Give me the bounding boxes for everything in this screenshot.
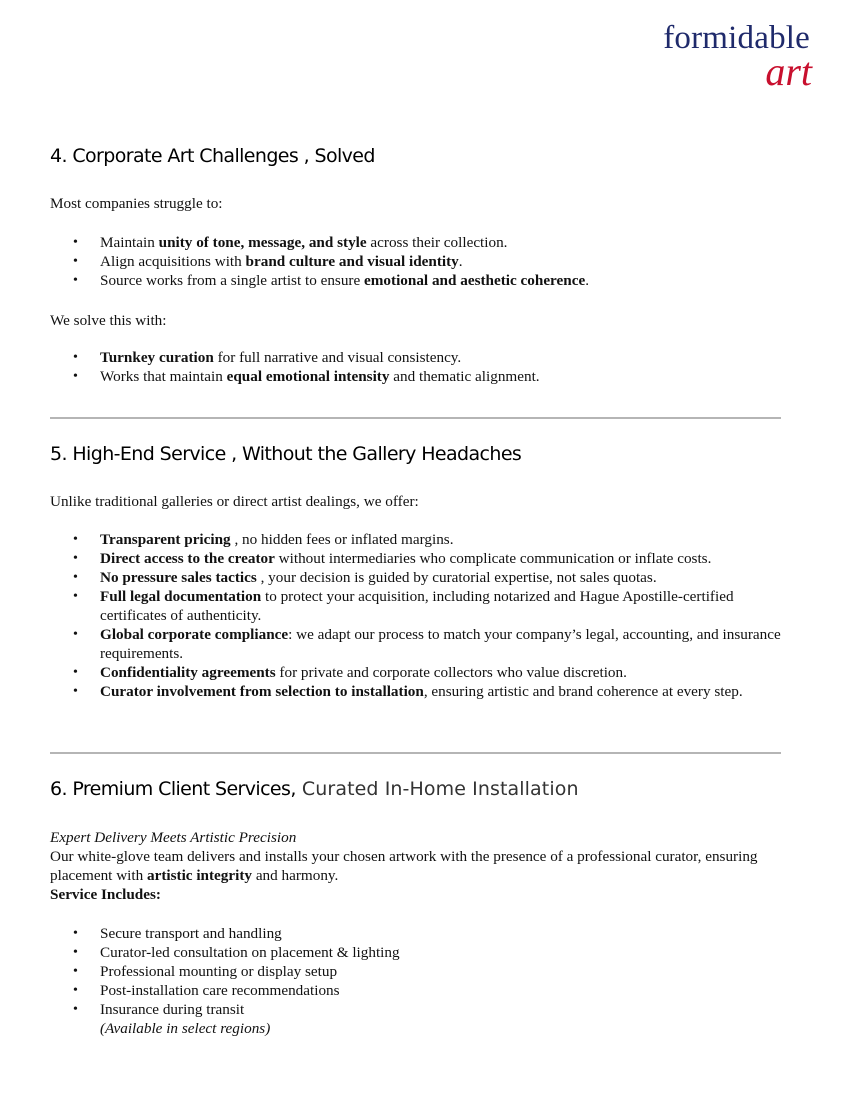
section-4-intro: Most companies struggle to:	[50, 195, 223, 212]
item-text: Source works from a single artist to ensure	[100, 272, 365, 289]
list-item	[50, 587, 790, 625]
item-text: and thematic alignment.	[389, 368, 540, 385]
item-emphasis: Global corporate compliance	[100, 626, 289, 643]
paragraph-start: Our white-glove team delivers and installs your chosen artwork with the presence of a professional curator, ensuring placement with	[50, 848, 758, 884]
item-emphasis: unity of tone, message, and style	[158, 234, 367, 251]
section-6-heading	[50, 778, 579, 800]
section-4-challenges-list	[50, 233, 790, 290]
section-6-heading-bold: 6. Premium Client Services,	[50, 778, 296, 800]
item-text: Post-installation care recommendations	[100, 982, 340, 999]
list-item	[50, 625, 790, 663]
list-item	[50, 682, 790, 701]
item-text: , ensuring artistic and brand coherence at every step.	[423, 683, 743, 700]
item-text: , your decision is guided by curatorial expertise, not sales quotas.	[256, 569, 657, 586]
item-emphasis: No pressure sales tactics	[100, 569, 257, 586]
list-item	[50, 233, 790, 252]
availability-note: (Available in select regions)	[100, 1020, 271, 1037]
section-5-offer-list	[50, 530, 790, 701]
item-text: .	[458, 253, 463, 270]
item-text: Works that maintain	[100, 368, 227, 385]
item-text: Secure transport and handling	[100, 925, 282, 942]
section-4-solutions-list	[50, 348, 790, 386]
section-4-solution-intro: We solve this with:	[50, 312, 167, 329]
section-5-heading: 5. High-End Service , Without the Gallery Headaches	[50, 443, 522, 465]
list-item	[50, 271, 790, 290]
item-text: Insurance during transit	[100, 1001, 245, 1018]
service-includes-label: Service Includes:	[50, 886, 161, 903]
section-6-tagline	[50, 828, 790, 904]
section-6-service-list	[50, 924, 790, 1038]
section-4-heading: 4. Corporate Art Challenges , Solved	[50, 145, 375, 167]
item-text: for full narrative and visual consistency.	[213, 349, 462, 366]
list-item	[50, 924, 790, 943]
item-emphasis: Turnkey curation	[100, 349, 214, 366]
list-item	[50, 348, 790, 367]
item-emphasis: Confidentiality agreements	[100, 664, 276, 681]
item-text: across their collection.	[366, 234, 508, 251]
item-emphasis: Transparent pricing	[100, 531, 231, 548]
item-emphasis: equal emotional intensity	[226, 368, 390, 385]
item-emphasis: emotional and aesthetic coherence	[364, 272, 586, 289]
item-text: , no hidden fees or inflated margins.	[230, 531, 454, 548]
section-5-intro: Unlike traditional galleries or direct artist dealings, we offer:	[50, 493, 419, 510]
logo-wordmark-top: formidable	[663, 20, 810, 56]
item-text: to protect your acquisition, including notarized and Hague Apostille-certified certificates of authenticity.	[100, 588, 734, 624]
item-text: : we adapt our process to match your company’s legal, accounting, and insurance requirements.	[100, 626, 781, 662]
item-emphasis: Curator involvement from selection to installation	[100, 683, 424, 700]
list-item	[50, 252, 790, 271]
section-divider	[50, 417, 781, 419]
item-text: Maintain	[100, 234, 159, 251]
list-item	[50, 981, 790, 1000]
tagline-text: Expert Delivery Meets Artistic Precision	[50, 829, 297, 846]
item-emphasis: Direct access to the creator	[100, 550, 275, 567]
item-emphasis: Full legal documentation	[100, 588, 262, 605]
paragraph-emphasis: artistic integrity	[147, 867, 253, 884]
brand-logo	[663, 20, 812, 94]
item-emphasis: brand culture and visual identity	[245, 253, 459, 270]
list-item	[50, 568, 790, 587]
paragraph-end: and harmony.	[252, 867, 339, 884]
item-text: Professional mounting or display setup	[100, 963, 338, 980]
list-item	[50, 663, 790, 682]
list-item	[50, 962, 790, 981]
item-text: Align acquisitions with	[100, 253, 246, 270]
item-text: Curator-led consultation on placement & lighting	[100, 944, 400, 961]
item-text: .	[585, 272, 589, 289]
item-text: without intermediaries who complicate communication or inflate costs.	[274, 550, 712, 567]
list-item	[50, 943, 790, 962]
list-item	[50, 530, 790, 549]
section-divider	[50, 752, 781, 754]
list-item	[50, 1000, 790, 1038]
logo-wordmark-bottom: art	[765, 49, 812, 94]
section-6-heading-subtitle: Curated In-Home Installation	[295, 778, 579, 800]
list-item	[50, 367, 790, 386]
item-text: for private and corporate collectors who value discretion.	[275, 664, 627, 681]
list-item	[50, 549, 790, 568]
